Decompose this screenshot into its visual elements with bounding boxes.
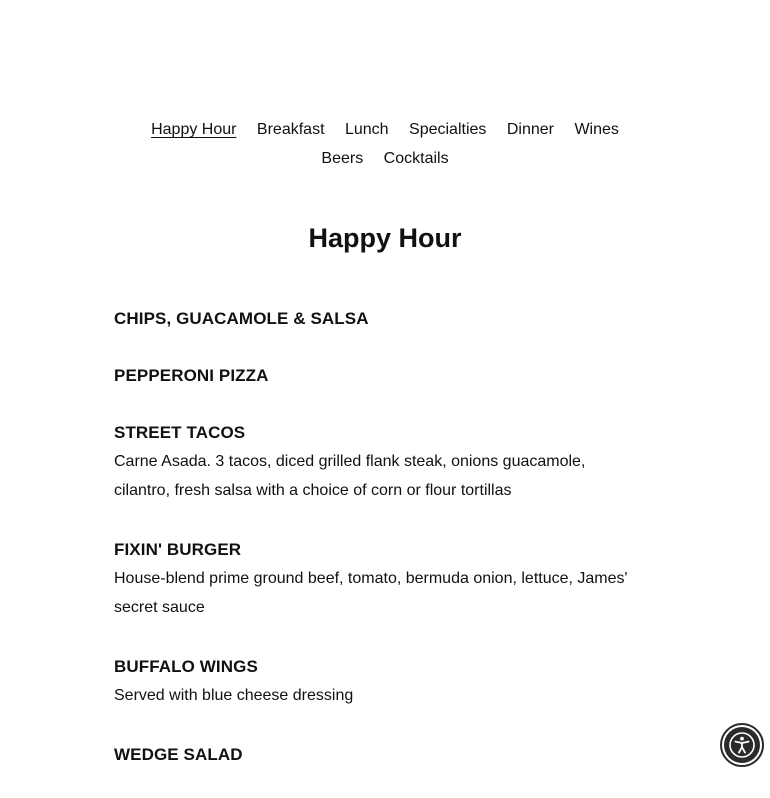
- menu-item: [114, 741, 634, 768]
- menu-item-name: STREET TACOS: [114, 423, 246, 442]
- menu-category-nav: [135, 115, 635, 173]
- menu-item: [114, 536, 634, 622]
- menu-item: [114, 419, 634, 505]
- nav-item-wines[interactable]: Wines: [574, 121, 619, 138]
- menu-item-description: Served with blue cheese dressing: [114, 687, 354, 704]
- menu-item: [114, 653, 634, 710]
- nav-item-specialties[interactable]: Specialties: [409, 121, 487, 138]
- nav-item-dinner[interactable]: Dinner: [506, 121, 554, 138]
- nav-item-cocktails[interactable]: Cocktails: [383, 150, 449, 167]
- nav-item-lunch[interactable]: Lunch: [344, 121, 389, 138]
- menu-item-description: House-blend prime ground beef, tomato, bermuda onion, lettuce, James' secret sauce: [114, 570, 628, 616]
- menu-item: [114, 305, 634, 332]
- menu-item-name: WEDGE SALAD: [114, 745, 243, 764]
- menu-item-name: FIXIN' BURGER: [114, 540, 242, 559]
- menu-item-description: Carne Asada. 3 tacos, diced grilled flank steak, onions guacamole, cilantro, fresh salsa with a choice of corn or flour tortillas: [114, 453, 586, 499]
- menu-item-name: CHIPS, GUACAMOLE & SALSA: [114, 309, 369, 328]
- nav-item-beers[interactable]: Beers: [321, 150, 364, 167]
- menu-item-name: PEPPERONI PIZZA: [114, 366, 269, 385]
- section-title: Happy Hour: [308, 223, 462, 253]
- menu-item-name: BUFFALO WINGS: [114, 657, 258, 676]
- accessibility-button[interactable]: [720, 723, 764, 767]
- menu-item: [114, 362, 634, 389]
- accessibility-icon: [724, 727, 760, 763]
- nav-item-happy-hour[interactable]: Happy Hour: [151, 121, 237, 138]
- menu-item-list: [114, 305, 634, 798]
- nav-item-breakfast[interactable]: Breakfast: [256, 121, 325, 138]
